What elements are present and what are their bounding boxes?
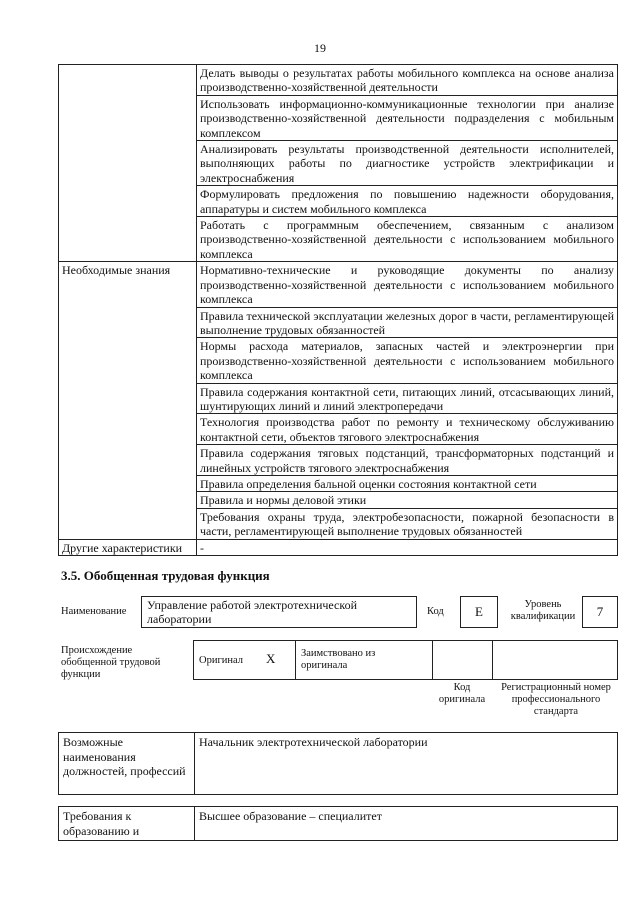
level-value: 7: [596, 604, 604, 619]
knowledge-item: Требования охраны труда, электробезопасности, пожарной безопасности в части, регламентирующей выполнение трудовых обязанностей: [197, 508, 618, 539]
education-table: [58, 806, 618, 841]
level-label: Уровень квалификации: [510, 599, 576, 622]
knowledge-label: Необходимые знания: [59, 262, 197, 539]
knowledge-item: Технология производства работ по ремонту и техническому обслуживанию контактной сети, объектов тягового электроснабжения: [197, 414, 618, 445]
other-characteristics-value: -: [197, 539, 618, 555]
section-title: 3.5. Обобщенная трудовая функция: [61, 568, 270, 583]
skill-item: Делать выводы о результатах работы мобильного комплекса на основе анализа производственно-хозяйственной деятельности: [197, 65, 618, 96]
original-mark: X: [266, 651, 276, 666]
origin-divider: [492, 640, 493, 680]
page-number: 19: [314, 41, 326, 55]
positions-label: Возможные наименования должностей, профессий: [59, 733, 195, 795]
table-row: [59, 262, 618, 307]
education-label: Требования к образованию и: [59, 807, 195, 841]
level-box: [582, 596, 618, 628]
knowledge-item: Правила определения бальной оценки состояния контактной сети: [197, 475, 618, 491]
code-box: [460, 596, 498, 628]
skills-knowledge-table: [58, 64, 618, 556]
knowledge-item: Нормы расхода материалов, запасных частей и электроэнергии при производственно-хозяйственной деятельности с использованием мобильного комплекса: [197, 338, 618, 383]
positions-value: Начальник электротехнической лаборатории: [195, 733, 618, 795]
table-row: [59, 539, 618, 555]
table-row: [59, 65, 618, 96]
table-row: [59, 807, 618, 841]
skills-label-cell: [59, 65, 197, 262]
knowledge-item: Правила и нормы деловой этики: [197, 492, 618, 508]
origin-label: Происхождение обобщенной трудовой функции: [61, 645, 161, 680]
name-label: Наименование: [61, 606, 127, 617]
origin-divider: [432, 640, 433, 680]
skill-item: Использовать информационно-коммуникационные технологии при анализе производственно-хозяйственной деятельности подразделения с мобильным комплексом: [197, 95, 618, 140]
original-label: Оригинал: [199, 655, 243, 666]
borrowed-label: Заимствовано из оригинала: [301, 648, 376, 671]
function-name-box: [141, 596, 417, 628]
reg-number-label: Регистрационный номер профессионального стандарта: [501, 682, 611, 717]
other-characteristics-label: Другие характеристики: [59, 539, 197, 555]
knowledge-item: Нормативно-технические и руководящие документы по анализу производственно-хозяйственной деятельности с использованием мобильного комплекса: [197, 262, 618, 307]
skill-item: Анализировать результаты производственной деятельности исполнителей, выполняющих работы по диагностике устройств электрификации и электроснабжения: [197, 141, 618, 186]
knowledge-item: Правила содержания контактной сети, питающих линий, отсасывающих линий, шунтирующих линий и линий электропередачи: [197, 383, 618, 414]
education-value: Высшее образование – специалитет: [195, 807, 618, 841]
function-name: Управление работой электротехнической лаборатории: [147, 598, 357, 626]
table-row: [59, 733, 618, 795]
knowledge-item: Правила технической эксплуатации железных дорог в части, регламентирующей выполнение трудовых обязанностей: [197, 307, 618, 338]
code-value: E: [475, 604, 483, 619]
positions-table: [58, 732, 618, 795]
origin-divider: [295, 640, 296, 680]
skill-item: Формулировать предложения по повышению надежности оборудования, аппаратуры и систем мобильного комплекса: [197, 186, 618, 217]
skill-item: Работать с программным обеспечением, связанным с анализом производственно-хозяйственной деятельности с использованием мобильного комплекса: [197, 217, 618, 262]
code-original-label: Код оригинала: [438, 682, 486, 705]
code-label: Код: [427, 606, 444, 617]
knowledge-item: Правила содержания тяговых подстанций, трансформаторных подстанций и линейных устройств тягового электроснабжения: [197, 445, 618, 476]
